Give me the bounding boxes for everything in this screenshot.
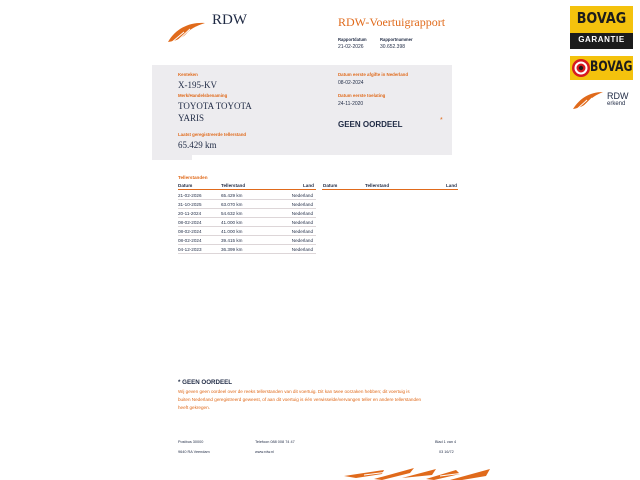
note-title: * GEEN OORDEEL bbox=[178, 379, 232, 386]
row-odometer: 65.429 km bbox=[221, 193, 243, 198]
rdw-erkend-subtitle: erkend bbox=[607, 101, 626, 107]
table-row bbox=[178, 218, 316, 227]
table-row bbox=[178, 209, 316, 218]
row-country: Nederland bbox=[291, 220, 313, 225]
garantie-text: GARANTIE bbox=[578, 35, 625, 44]
row-date: 20-11-2024 bbox=[178, 211, 202, 216]
note-line: Wij geven geen oordeel over de reeks tellerstanden van dit voertuig. Dit kan twee oorzaken hebben; dit voertuig is bbox=[178, 389, 410, 394]
note-line: buiten Nederland geregistreerd geweest, of aan dit voertuig is één verwisselde/vervangen teller en andere tellerstanden bbox=[178, 397, 422, 402]
rdw-erkend-icon bbox=[572, 90, 604, 110]
row-odometer: 36.399 km bbox=[221, 247, 243, 252]
row-odometer: 63.070 km bbox=[221, 202, 243, 207]
report-number-value: 30.652.398 bbox=[380, 44, 406, 50]
footer-website: www.rdw.nl bbox=[255, 450, 274, 454]
row-date: 08-02-2024 bbox=[178, 238, 202, 243]
table-header-rule bbox=[178, 189, 316, 190]
table-row bbox=[178, 245, 316, 254]
model-value: YARIS bbox=[178, 113, 205, 123]
verdict-text: GEEN OORDEEL bbox=[338, 120, 403, 129]
col-header-odometer: Tellerstand bbox=[221, 183, 246, 188]
verdict-asterisk: * bbox=[440, 117, 443, 124]
report-date-label: Rapportdatum bbox=[338, 37, 367, 42]
footer-page: Blad 1 van 4 bbox=[435, 440, 457, 444]
first-nl-label: Datum eerste afgifte in Nederland bbox=[338, 72, 409, 77]
bovag-seal-icon bbox=[572, 59, 590, 77]
plate-label: Kenteken bbox=[178, 72, 198, 77]
rdw-logo-text: RDW bbox=[212, 12, 247, 28]
report-title: RDW-Voertuigrapport bbox=[338, 15, 446, 29]
row-date: 31-10-2025 bbox=[178, 202, 202, 207]
table-row bbox=[178, 191, 316, 200]
first-admit-value: 24-11-2020 bbox=[338, 101, 364, 107]
row-date: 08-02-2024 bbox=[178, 229, 202, 234]
row-country: Nederland bbox=[291, 211, 313, 216]
report-date-value: 21-02-2026 bbox=[338, 44, 364, 50]
col-header-date-2: Datum bbox=[323, 183, 338, 188]
col-header-date: Datum bbox=[178, 183, 193, 188]
rdw-erkend-title: RDW bbox=[607, 91, 629, 101]
row-date: 08-02-2024 bbox=[178, 220, 202, 225]
odometer-table-title: Tellerstanden bbox=[178, 175, 208, 180]
note-line: heeft gekregen. bbox=[178, 405, 210, 410]
footer-address-2: 9640 RA Veendam bbox=[178, 450, 210, 454]
footer-phone: Telefoon 088 008 74 47 bbox=[255, 440, 295, 444]
report-number-label: Rapportnummer bbox=[380, 37, 413, 42]
row-country: Nederland bbox=[291, 193, 313, 198]
first-nl-value: 08-02-2024 bbox=[338, 80, 364, 86]
col-header-country-2: Land bbox=[446, 183, 457, 188]
row-odometer: 39.415 km bbox=[221, 238, 243, 243]
footer-address-1: Postbus 30000 bbox=[178, 440, 204, 444]
row-odometer: 54.632 km bbox=[221, 211, 243, 216]
first-admit-label: Datum eerste toelating bbox=[338, 93, 386, 98]
odometer-value: 65.429 km bbox=[178, 140, 217, 150]
row-odometer: 41.000 km bbox=[221, 220, 243, 225]
bovag-logo-text: BOVAG bbox=[576, 9, 627, 27]
row-odometer: 41.000 km bbox=[221, 229, 243, 234]
rdw-footer-decoration-icon bbox=[344, 466, 492, 480]
plate-value: X-195-KV bbox=[178, 80, 217, 90]
row-country: Nederland bbox=[291, 238, 313, 243]
row-date: 04-12-2023 bbox=[178, 247, 202, 252]
col-header-country: Land bbox=[303, 183, 314, 188]
table-row bbox=[178, 200, 316, 209]
bovag-badge-text: BOVAG bbox=[590, 59, 633, 75]
row-country: Nederland bbox=[291, 202, 313, 207]
footer-code: 03 16/72 bbox=[439, 450, 454, 454]
row-date: 21-02-2026 bbox=[178, 193, 202, 198]
rdw-logo-icon bbox=[166, 20, 206, 44]
brand-label: Merk/Handelsbenaming bbox=[178, 93, 228, 98]
table-header-rule-2 bbox=[322, 189, 458, 190]
row-country: Nederland bbox=[291, 229, 313, 234]
table-row bbox=[178, 236, 316, 245]
bovag-badge bbox=[570, 56, 633, 80]
odometer-label: Laatst geregistreerde tellerstand bbox=[178, 132, 247, 137]
row-country: Nederland bbox=[291, 247, 313, 252]
table-row bbox=[178, 227, 316, 236]
bovag-garantie-badge bbox=[570, 6, 633, 49]
brand-value: TOYOTA TOYOTA bbox=[178, 101, 252, 111]
col-header-odometer-2: Tellerstand bbox=[365, 183, 390, 188]
